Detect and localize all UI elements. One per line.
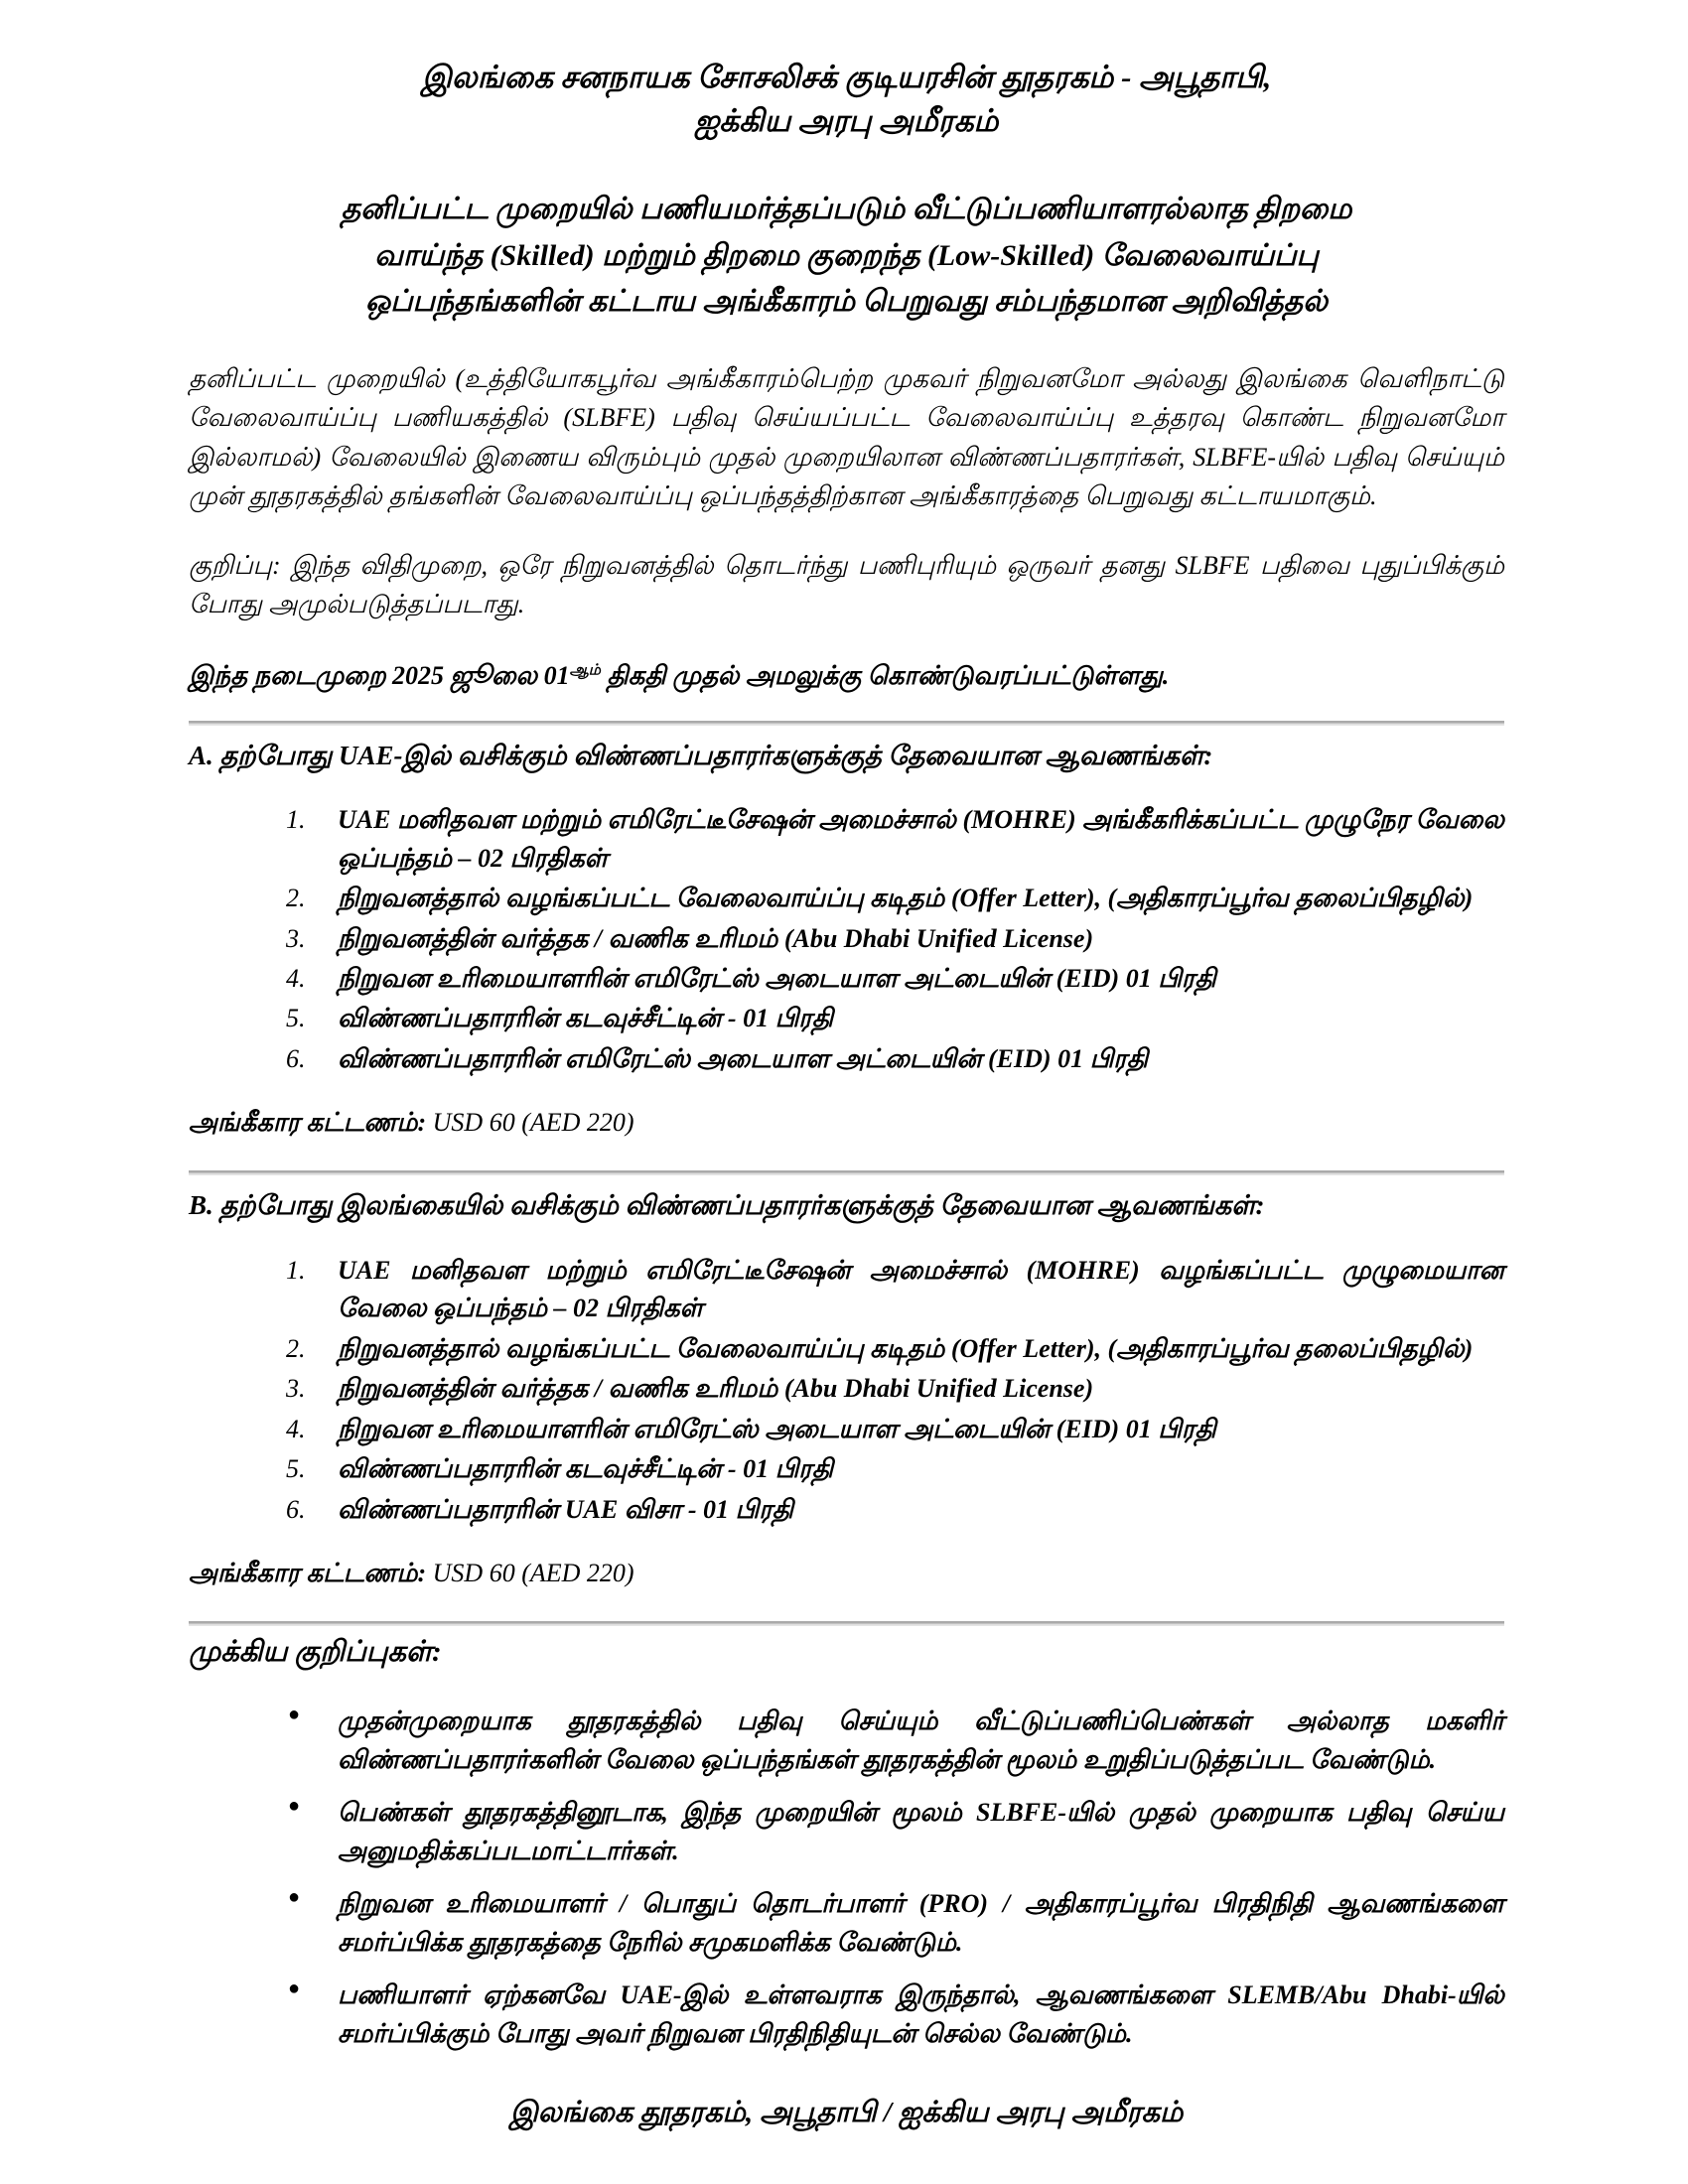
list-item: நிறுவனத்தால் வழங்கப்பட்ட வேலைவாய்ப்பு கடிதம் (Offer Letter), (அதிகாரப்பூர்வ தலைப்பிதழில்) [338, 884, 1474, 913]
section-a-divider [189, 721, 1504, 726]
subject-line-3: ஒப்பந்தங்களின் கட்டாய அங்கீகாரம் பெறுவது சம்பந்தமான அறிவித்தல் [365, 285, 1328, 319]
list-item: ● பெண்கள் தூதரகத்தினூடாக, இந்த முறையின் மூலம் SLBFE-யில் முதல் முறையாக பதிவு செய்ய அனுமதிக்கப்படமாட்டார்கள். [286, 1793, 1504, 1870]
list-item: நிறுவனத்தின் வர்த்தக / வணிக உரிமம் (Abu Dhabi Unified License) [338, 923, 1094, 953]
list-item: நிறுவன உரிமையாளரின் எமிரேட்ஸ் அடையாள அட்டையின் (EID) 01 பிரதி [338, 964, 1216, 993]
section-b-divider [189, 1170, 1504, 1175]
section-b-fee-label: அங்கீகார கட்டணம்: [189, 1559, 427, 1588]
document-subject-heading [196, 187, 1498, 326]
section-b-fee [189, 1559, 1504, 1591]
section-a-fee-label: அங்கீகார கட்டணம்: [189, 1108, 427, 1138]
section-b-document-list [189, 1252, 1504, 1529]
notes-heading: முக்கிய குறிப்புகள்: [189, 1636, 442, 1669]
list-item: UAE மனிதவள மற்றும் எமிரேட்டீசேஷன் அமைச்சால் (MOHRE) அங்கீகரிக்கப்பட்ட முழுநேர வேலை ஒப்பந்தம் – 02 பிரதிகள் [338, 805, 1504, 873]
list-item: ● நிறுவன உரிமையாளர் / பொதுப் தொடர்பாளர் (PRO) / அதிகாரப்பூர்வ பிரதிநிதி ஆவணங்களை சமர்ப்பிக்க தூதரகத்தை நேரில் சமுகமளிக்க வேண்டும். [286, 1884, 1504, 1962]
section-a-fee [189, 1108, 1504, 1141]
section-a-document-list [189, 801, 1504, 1078]
note-paragraph: குறிப்பு: இந்த விதிமுறை, ஒரே நிறுவனத்தில் தொடர்ந்து பணிபுரியும் ஒருவர் தனது SLBFE பதிவை புதுப்பிக்கும் போது அமுல்படுத்தப்படாது. [189, 550, 1504, 619]
intro-paragraph: தனிப்பட்ட முறையில் (உத்தியோகபூர்வ அங்கீகாரம்பெற்ற முகவர் நிறுவனமோ அல்லது இலங்கை வெளிநாட்டு வேலைவாய்ப்பு பணியகத்தில் (SLBFE) பதிவு செய்யப்பட்ட வேலைவாய்ப்பு உத்தரவு கொண்ட நிறுவனமோ இல்லாமல்) வேலையில் இணைய விரும்பும் முதல் முறையிலான விண்ணப்பதாரர்கள், SLBFE-யில் பதிவு செய்யும் முன் தூதரகத்தில் தங்களின் வேலைவாய்ப்பு ஒப்பந்தத்திற்கான அங்கீகாரத்தை பெறுவது கட்டாயமாகும். [189, 363, 1504, 511]
embassy-title [241, 56, 1452, 143]
list-item: விண்ணப்பதாரரின் கடவுச்சீட்டின் - 01 பிரதி [338, 1454, 834, 1484]
embassy-title-line-1: இலங்கை சனநாயக சோசலிசக் குடியரசின் தூதரகம் - அபூதாபி, [421, 60, 1272, 94]
effective-date-after: திகதி முதல் அமலுக்கு கொண்டுவரப்பட்டுள்ளது. [600, 660, 1170, 690]
important-notes-list [189, 1702, 1504, 2053]
embassy-title-line-2: ஐக்கிய அரபு அமீரகம் [694, 103, 999, 139]
document-footer: இலங்கை தூதரகம், அபூதாபி / ஐக்கிய அரபு அமீரகம் [509, 2097, 1184, 2129]
list-item: ● முதன்முறையாக தூதரகத்தில் பதிவு செய்யும் வீட்டுப்பணிப்பெண்கள் அல்லாத மகளிர் விண்ணப்பதாரர்களின் வேலை ஒப்பந்தங்கள் தூதரகத்தின் மூலம் உறுதிப்படுத்தப்பட வேண்டும். [286, 1702, 1504, 1779]
list-item: விண்ணப்பதாரரின் எமிரேட்ஸ் அடையாள அட்டையின் (EID) 01 பிரதி [338, 1043, 1149, 1073]
notes-divider [189, 1621, 1504, 1626]
list-item: நிறுவனத்தால் வழங்கப்பட்ட வேலைவாய்ப்பு கடிதம் (Offer Letter), (அதிகாரப்பூர்வ தலைப்பிதழில்) [338, 1333, 1474, 1363]
list-item: நிறுவன உரிமையாளரின் எமிரேட்ஸ் அடையாள அட்டையின் (EID) 01 பிரதி [338, 1414, 1216, 1443]
effective-date-before: இந்த நடைமுறை 2025 ஜூலை 01 [189, 660, 570, 690]
list-item: ● பணியாளர் ஏற்கனவே UAE-இல் உள்ளவராக இருந்தால், ஆவணங்களை SLEMB/Abu Dhabi-யில் சமர்ப்பிக்கும் போது அவர் நிறுவன பிரதிநிதியுடன் செல்ல வேண்டும். [286, 1976, 1504, 2053]
subject-line-1: தனிப்பட்ட முறையில் பணியமர்த்தப்படும் வீட்டுப்பணியாளரல்லாத திறமை [341, 193, 1352, 226]
effective-date-line [189, 656, 1504, 695]
list-item: நிறுவனத்தின் வர்த்தக / வணிக உரிமம் (Abu Dhabi Unified License) [338, 1374, 1094, 1404]
section-b-fee-value: USD 60 (AED 220) [426, 1559, 634, 1588]
section-a-heading: A. தற்போது UAE-இல் வசிக்கும் விண்ணப்பதாரர்களுக்குத் தேவையான ஆவணங்கள்: [189, 740, 1213, 770]
section-a-fee-value: USD 60 (AED 220) [426, 1108, 634, 1138]
section-b-heading: B. தற்போது இலங்கையில் வசிக்கும் விண்ணப்பதாரர்களுக்குத் தேவையான ஆவணங்கள்: [189, 1190, 1265, 1221]
list-item: விண்ணப்பதாரரின் கடவுச்சீட்டின் - 01 பிரதி [338, 1004, 834, 1033]
list-item: UAE மனிதவள மற்றும் எமிரேட்டீசேஷன் அமைச்சால் (MOHRE) வழங்கப்பட்ட முழுமையான வேலை ஒப்பந்தம் – 02 பிரதிகள் [338, 1255, 1504, 1323]
effective-date-superscript: ஆம் [569, 661, 601, 678]
subject-line-2: வாய்ந்த (Skilled) மற்றும் திறமை குறைந்த (Low-Skilled) வேலைவாய்ப்பு [374, 238, 1319, 272]
list-item: விண்ணப்பதாரரின் UAE விசா - 01 பிரதி [338, 1494, 793, 1524]
